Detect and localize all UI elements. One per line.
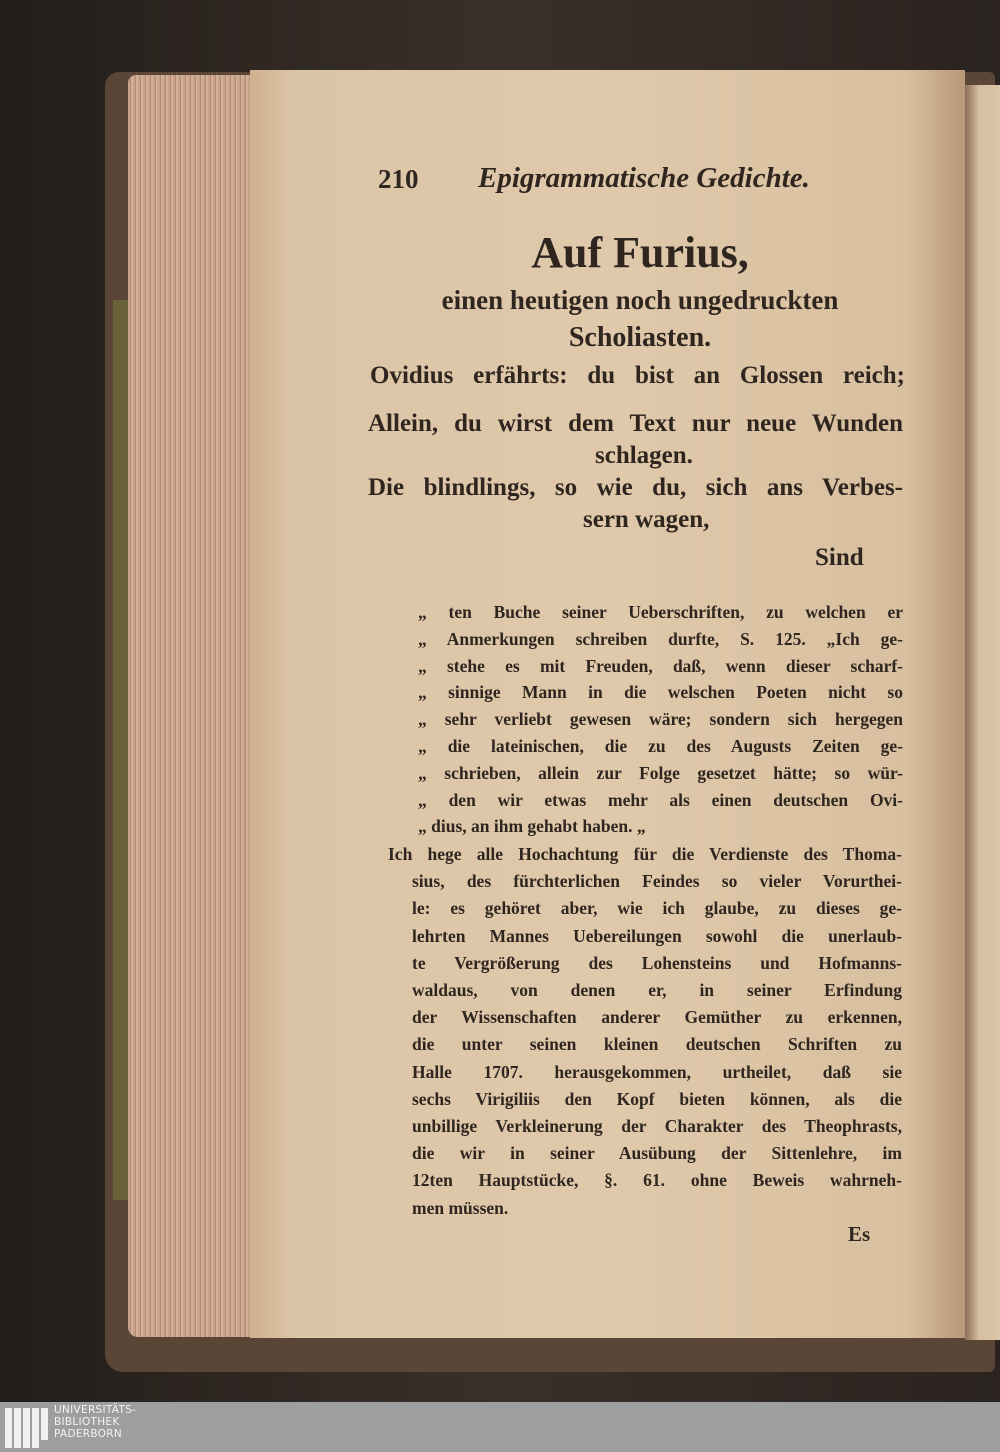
poem-title: Auf Furius, [531,228,749,277]
footnote-line: „ Anmerkungen schreiben durfte, S. 125. „Ich ge- [418,628,903,649]
catchword: Es [848,1222,871,1246]
footnote-line: „ die lateinischen, die zu des Augusts Zeiten ge- [418,736,903,756]
body-line: die wir in seiner Ausübung der Sittenlehre, im [412,1143,902,1164]
body-line: sius, des fürchterlichen Feindes so vieler Vorurthei- [412,871,902,892]
body-line: lehrten Mannes Uebereilungen sowohl die unerlaub- [412,925,902,946]
body-line: sechs Virigiliis den Kopf bieten können, als die [412,1088,902,1109]
poem-line: schlagen. [595,442,693,469]
footnote-line: „ schrieben, allein zur Folge gesetzet hätte; so wür- [418,762,903,783]
body-line: die unter seinen kleinen deutschen Schriften zu [412,1034,902,1055]
body-line: der Wissenschaften anderer Gemüther zu erkennen, [412,1007,902,1028]
poem-line: Sind [815,544,864,571]
logo-text-3: PADERBORN [54,1428,122,1440]
footnote-line: „ sehr verliebt gewesen wäre; sondern sich hergegen [418,709,903,730]
poem-subtitle-2: Scholiasten. [568,322,712,353]
poem-line: Allein, du wirst dem Text nur neue Wunden [368,410,903,437]
poem-subtitle-1: einen heutigen noch ungedruckten [441,285,839,315]
body-line: le: es gehöret aber, wie ich glaube, zu dieses ge- [412,898,902,919]
body-line: waldaus, von denen er, in seiner Erfindung [412,980,902,1000]
body-line: Halle 1707. herausgekommen, urtheilet, daß sie [412,1061,902,1082]
page-number: 210 [378,164,419,194]
poem-line: Die blindlings, so wie du, sich ans Verbes- [368,474,903,501]
footnote-line: „ dius, an ihm gehabt haben. „ [418,816,646,837]
body-line: unbillige Verkleinerung der Charakter des Theophrasts, [412,1116,902,1136]
running-title: Epigrammatische Gedichte. [478,162,810,194]
logo-text-1: UNIVERSITÄTS- [54,1404,137,1416]
body-line: 12ten Hauptstücke, §. 61. ohne Beweis wahrneh- [412,1170,902,1191]
library-footer [0,1402,1000,1452]
poem-line: Ovidius erfährts: du bist an Glossen reich; [370,362,905,389]
body-line: te Vergrößerung des Lohensteins und Hofmanns- [412,952,902,973]
poem-line: sern wagen, [583,506,710,533]
footnote-line: „ ten Buche seiner Ueberschriften, zu welchen er [418,602,903,622]
footnote-line: „ sinnige Mann in die welschen Poeten nicht so [418,682,903,703]
logo-text-2: BIBLIOTHEK [54,1416,120,1428]
body-line: men müssen. [412,1197,509,1218]
footnote-line: „ den wir etwas mehr als einen deutschen Ovi- [418,789,903,810]
footnote-line: „ stehe es mit Freuden, daß, wenn dieser scharf- [418,655,903,676]
body-line: Ich hege alle Hochachtung für die Verdienste des Thoma- [388,844,902,864]
